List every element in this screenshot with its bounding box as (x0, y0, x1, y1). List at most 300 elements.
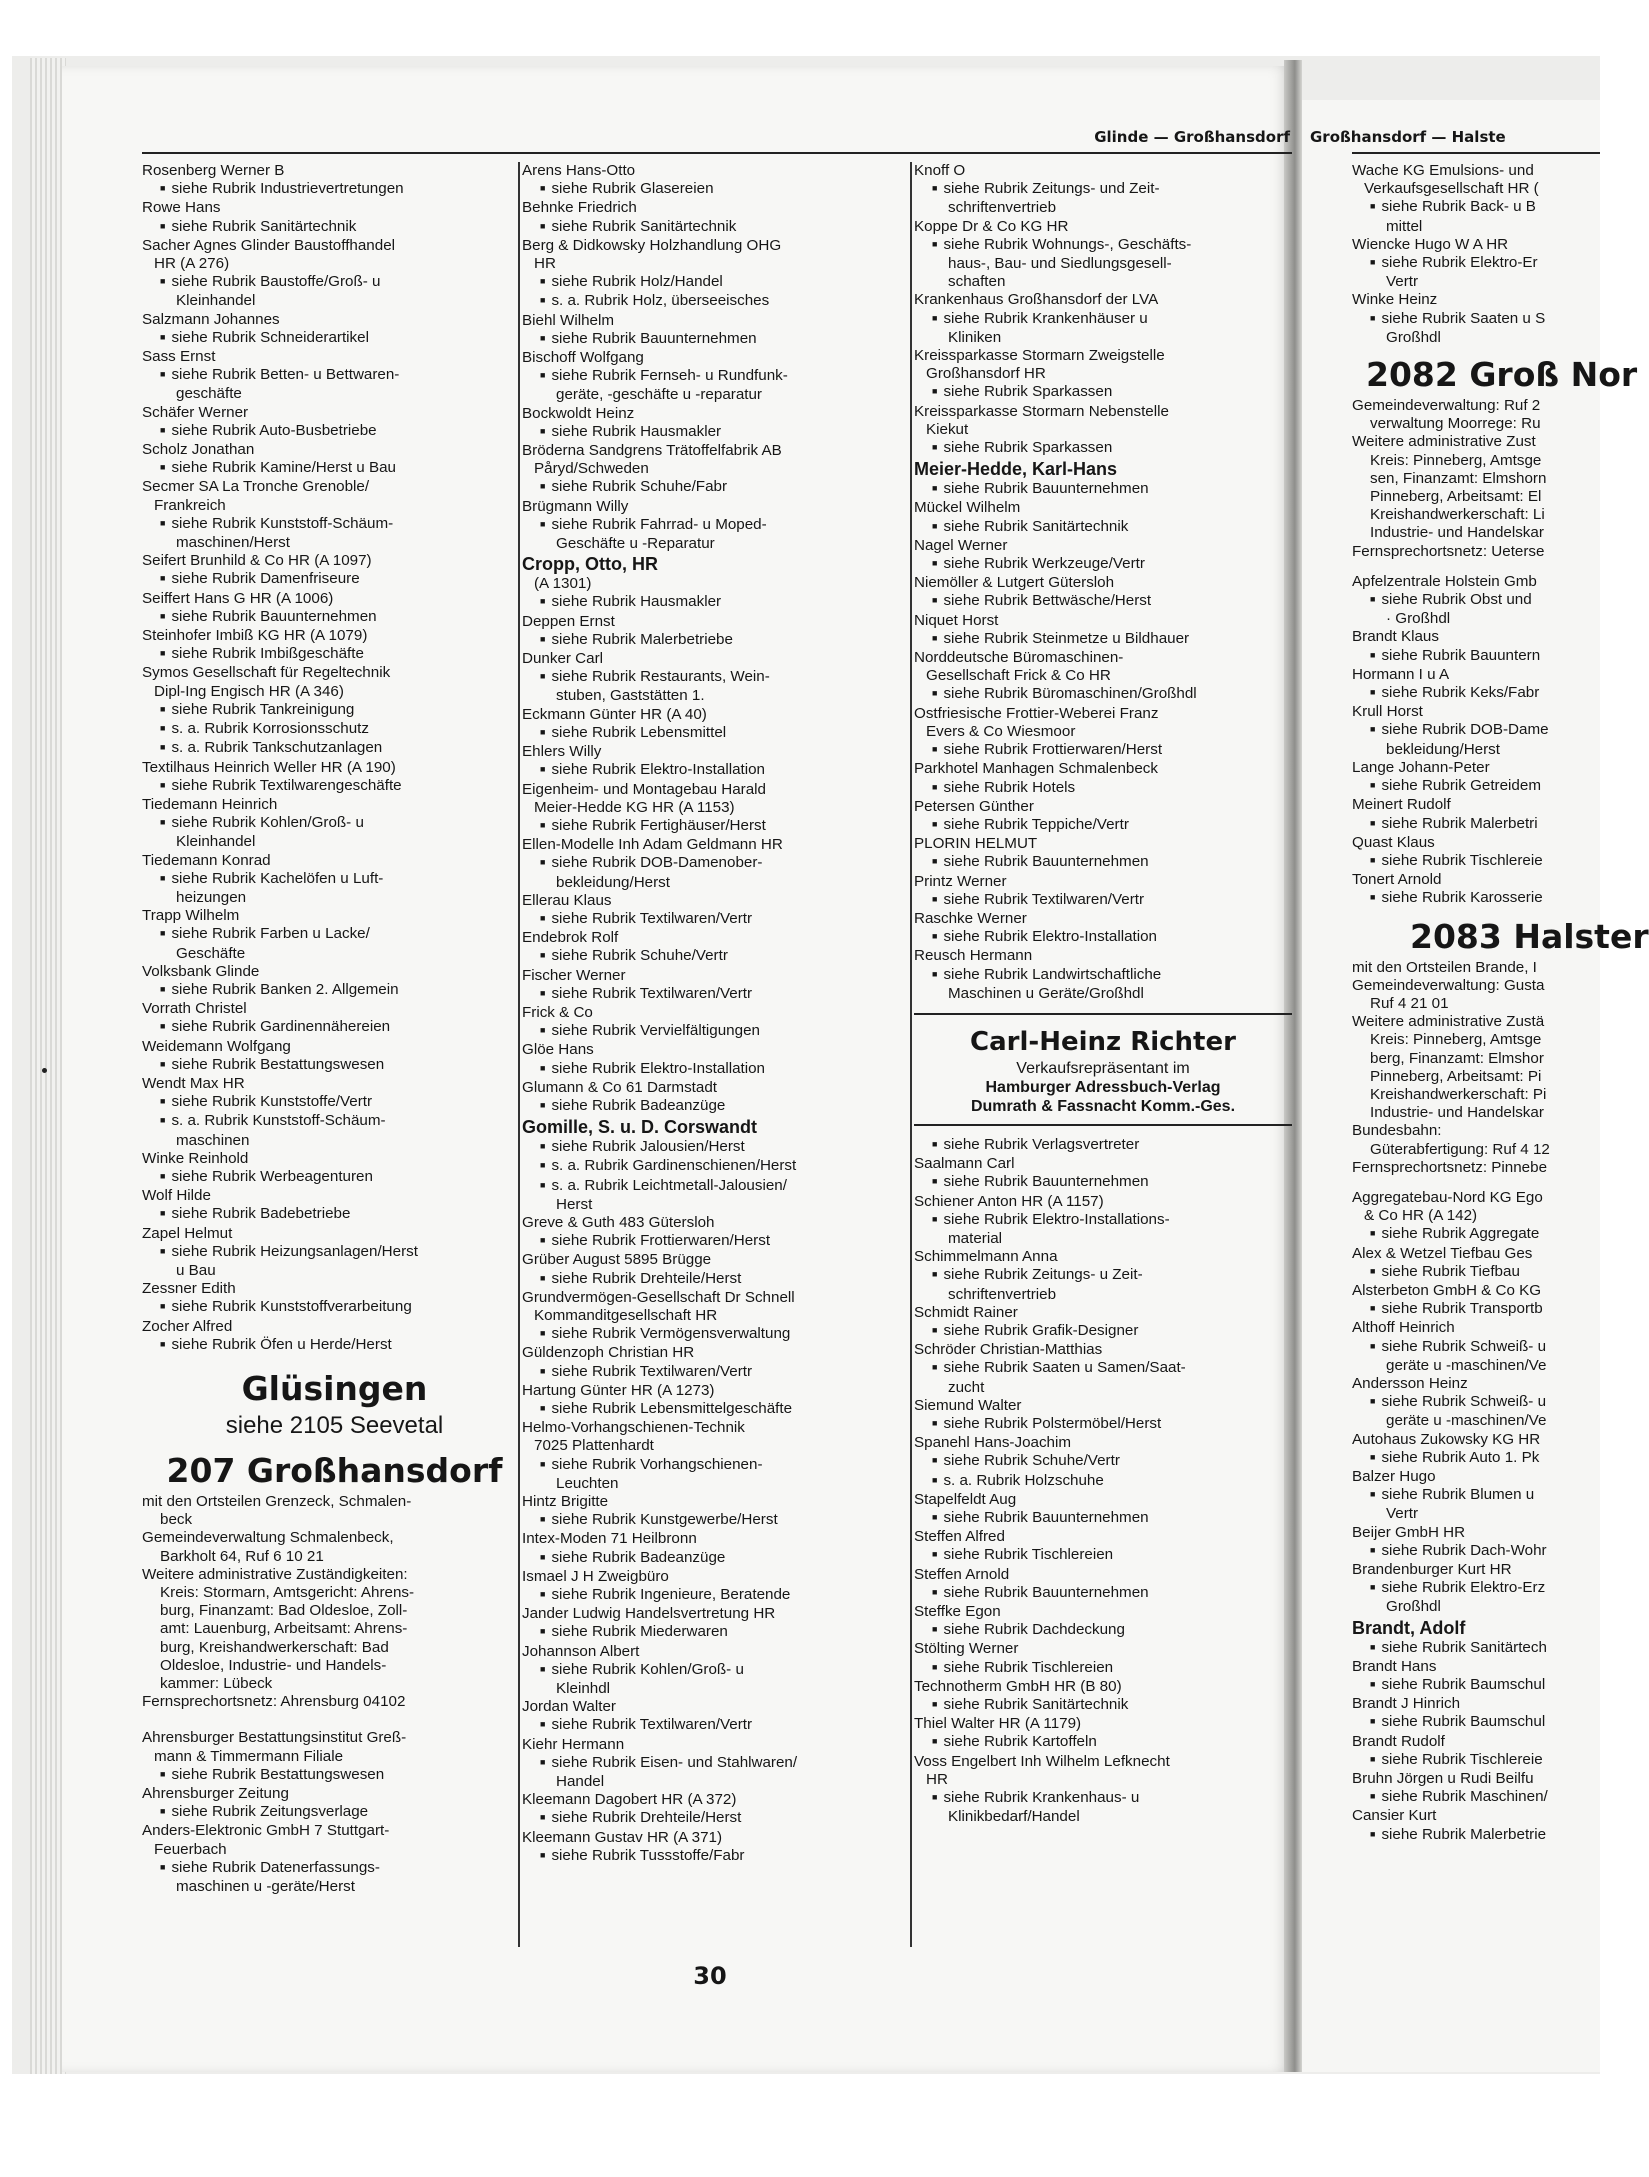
rubric-reference: ■ siehe Rubrik Imbißgeschäfte (142, 645, 527, 664)
directory-entry (522, 967, 914, 1004)
admin-text-line: amt: Lauenburg, Arbeitsamt: Ahrens- (160, 1620, 408, 1638)
rubric-reference: ■ siehe Rubrik Keks/Fabr (1352, 684, 1600, 703)
directory-entry (522, 1698, 914, 1735)
rubric-reference: ■ siehe Rubrik Kohlen/Groß- u (142, 814, 527, 833)
admin-text-line: Fernsprechortsnetz: Pinnebe (1352, 1158, 1548, 1176)
rubric-reference: ■ siehe Rubrik Malerbetrie (1352, 1826, 1600, 1845)
admin-text-line: burg, Finanzamt: Bad Oldesloe, Zoll- (160, 1602, 408, 1620)
rubric-reference: ■ siehe Rubrik Sparkassen (914, 439, 1292, 458)
entry-name: Ellen-Modelle Inh Adam Geldmann HR (522, 836, 783, 854)
entry-name: Saalmann Carl (914, 1155, 1015, 1173)
rubric-reference: ■ siehe Rubrik Elektro-Er (1352, 254, 1600, 273)
directory-entry (1352, 796, 1600, 833)
entry-name-bold: Gomille, S. u. D. Corswandt (522, 1117, 758, 1138)
directory-entry (914, 1566, 1292, 1603)
entry-name: Tiedemann Heinrich (142, 795, 278, 813)
rubric-reference: ■ siehe Rubrik Badeanzüge (522, 1097, 914, 1116)
directory-entry (142, 759, 527, 796)
entry-name: Grüber August 5895 Brügge (522, 1251, 712, 1269)
entry-name: Grundvermögen-Gesellschaft Dr Schnell (522, 1288, 795, 1306)
rubric-reference: ■ siehe Rubrik Transportb (1352, 1300, 1600, 1319)
entry-name: Bischoff Wolfgang (522, 349, 644, 367)
entry-name: Tonert Arnold (1352, 871, 1442, 889)
rubric-reference-continued: Maschinen u Geräte/Großhdl (948, 984, 1144, 1002)
entry-name: Brandt J Hinrich (1352, 1695, 1461, 1713)
rubric-reference: ■ siehe Rubrik Bestattungswesen (142, 1056, 527, 1075)
directory-entry (142, 664, 527, 758)
rubric-reference: ■ siehe Rubrik Grafik-Designer (914, 1322, 1292, 1341)
rubric-reference: ■ siehe Rubrik Kunstgewerbe/Herst (522, 1511, 914, 1530)
directory-entry (1352, 1282, 1600, 1319)
admin-text-line: Pinneberg, Arbeitsamt: Pi (1370, 1067, 1542, 1085)
admin-text-line: Weitere administrative Zuständigkeiten: (142, 1565, 408, 1583)
admin-text-line: Gemeindeverwaltung Schmalenbeck, (142, 1529, 394, 1547)
rubric-reference-continued: zucht (948, 1378, 985, 1396)
rubric-reference: ■ siehe Rubrik Back- u B (1352, 198, 1600, 217)
rubric-reference: ■ siehe Rubrik Werbeagenturen (142, 1168, 527, 1187)
admin-text-line: burg, Kreishandwerkerschaft: Bad (160, 1638, 389, 1656)
entry-name-continued: Feuerbach (154, 1840, 227, 1858)
entry-name: Alex & Wetzel Tiefbau Ges (1352, 1244, 1533, 1262)
rubric-reference: ■ siehe Rubrik Hausmakler (522, 423, 914, 442)
rubric-reference: ■ siehe Rubrik Schweiß- u (1352, 1393, 1600, 1412)
directory-entry (142, 1187, 527, 1224)
directory-entry (1352, 1524, 1600, 1561)
rubric-reference: ■ siehe Rubrik Tiefbau (1352, 1263, 1600, 1282)
rubric-reference: ■ siehe Rubrik Drehteile/Herst (522, 1270, 914, 1289)
directory-entry (142, 162, 527, 199)
admin-text-line: kammer: Lübeck (160, 1675, 273, 1693)
directory-entry (914, 1341, 1292, 1397)
directory-entry (522, 442, 914, 498)
rubric-reference: ■ siehe Rubrik Drehteile/Herst (522, 1809, 914, 1828)
directory-entry (522, 553, 914, 612)
rubric-reference: ■ siehe Rubrik Kunststoffverarbeitung (142, 1298, 527, 1317)
rubric-reference-continued: heizungen (176, 888, 247, 906)
directory-entry (522, 312, 914, 349)
directory-entry (914, 537, 1292, 574)
admin-text-line: Kreis: Pinneberg, Amtsge (1370, 451, 1542, 469)
rubric-reference-continued: Großhdl (1386, 328, 1441, 346)
entry-name: Glumann & Co 61 Darmstadt (522, 1078, 717, 1096)
rubric-reference: ■ siehe Rubrik Restaurants, Wein- (522, 668, 914, 687)
entry-name: Technotherm GmbH HR (B 80) (914, 1677, 1122, 1695)
advertiser-publisher: Hamburger Adressbuch-Verlag (985, 1078, 1221, 1096)
rubric-reference: ■ siehe Rubrik Elektro-Installation (522, 761, 914, 780)
entry-name: Biehl Wilhelm (522, 311, 614, 329)
directory-entry (1352, 1617, 1600, 1658)
entry-name: Kleemann Gustav HR (A 371) (522, 1828, 723, 1846)
entry-name: Eckmann Günter HR (A 40) (522, 705, 707, 723)
entry-name: Norddeutsche Büromaschinen- (914, 649, 1124, 667)
running-header-left: Glinde — Großhansdorf (1094, 128, 1290, 146)
entry-name: Dunker Carl (522, 650, 604, 668)
directory-entry (914, 1528, 1292, 1565)
entry-name: Berg & Didkowsky Holzhandlung OHG (522, 236, 782, 254)
entry-name: Nagel Werner (914, 536, 1008, 554)
rubric-reference: ■ siehe Rubrik Bauunternehmen (914, 1173, 1292, 1192)
entry-name: Fischer Werner (522, 966, 626, 984)
column-3 (914, 162, 1292, 1826)
rubric-reference-continued: Kliniken (948, 328, 1002, 346)
entry-name: Helmo-Vorhangschienen-Technik (522, 1419, 745, 1437)
column-1 (142, 162, 527, 1896)
admin-text-line: beck (160, 1511, 193, 1529)
directory-entry (142, 1729, 527, 1785)
entry-name: Steinhofer Imbiß KG HR (A 1079) (142, 627, 368, 645)
directory-entry (914, 1155, 1292, 1192)
admin-text-line: Güterabfertigung: Ruf 4 12 (1370, 1140, 1550, 1158)
admin-text-line: Weitere administrative Zust (1352, 433, 1536, 451)
directory-entry (522, 1004, 914, 1041)
directory-entry (1352, 628, 1600, 665)
rubric-reference: ■ siehe Rubrik Sanitärtechnik (522, 218, 914, 237)
rubric-reference: ■ siehe Rubrik Fertighäuser/Herst (522, 817, 914, 836)
rubric-reference: ■ siehe Rubrik Sanitärtechnik (914, 518, 1292, 537)
directory-entry (1352, 573, 1600, 629)
directory-entry (1352, 1468, 1600, 1524)
directory-entry (522, 743, 914, 780)
rubric-reference: ■ siehe Rubrik Kunststoffe/Vertr (142, 1093, 527, 1112)
rubric-reference: ■ siehe Rubrik Eisen- und Stahlwaren/ (522, 1754, 914, 1773)
rubric-reference: ■ siehe Rubrik Polstermöbel/Herst (914, 1415, 1292, 1434)
rubric-reference: ■ siehe Rubrik Hausmakler (522, 593, 914, 612)
entry-name: Endebrok Rolf (522, 929, 619, 947)
rubric-reference: ■ siehe Rubrik Wohnungs-, Geschäfts- (914, 236, 1292, 255)
entry-name: Wolf Hilde (142, 1187, 211, 1205)
directory-entry (142, 963, 527, 1000)
entry-name: Ahrensburger Zeitung (142, 1785, 289, 1803)
rubric-reference: ■ siehe Rubrik Bestattungswesen (142, 1766, 527, 1785)
rubric-reference-continued: Großhdl (1386, 1598, 1441, 1616)
rubric-reference: ■ siehe Rubrik Sanitärtech (1352, 1639, 1600, 1658)
entry-name: Tiedemann Konrad (142, 851, 271, 869)
entry-name: Glöe Hans (522, 1041, 594, 1059)
rubric-reference-continued: mittel (1386, 217, 1423, 235)
rubric-reference: ■ siehe Rubrik Karosserie (1352, 889, 1600, 908)
entry-name: Beijer GmbH HR (1352, 1523, 1466, 1541)
rubric-reference-continued: schriftenvertrieb (948, 1285, 1057, 1303)
rubric-reference: ■ siehe Rubrik Auto 1. Pk (1352, 1449, 1600, 1468)
rubric-reference-continued: material (948, 1229, 1003, 1247)
rubric-reference: ■ siehe Rubrik Heizungsanlagen/Herst (142, 1243, 527, 1262)
entry-name: Schröder Christian-Matthias (914, 1341, 1103, 1359)
rubric-reference: ■ siehe Rubrik Krankenhäuser u (914, 310, 1292, 329)
entry-name: Brandt Rudolf (1352, 1732, 1445, 1750)
rubric-reference: ■ siehe Rubrik Frottierwaren/Herst (914, 741, 1292, 760)
section-title-halstenbek: 2083 Halster (1410, 916, 1649, 956)
rubric-reference-continued: Geschäfte (176, 944, 246, 962)
directory-entry (914, 499, 1292, 536)
directory-entry (914, 403, 1292, 459)
entry-name: Kreissparkasse Stormarn Nebenstelle (914, 402, 1169, 420)
rubric-reference-continued: geräte u -maschinen/Ve (1386, 1356, 1547, 1374)
rubric-reference: ■ siehe Rubrik Maschinen/ (1352, 1788, 1600, 1807)
directory-entry (142, 907, 527, 963)
admin-text-line: mit den Ortsteilen Grenzeck, Schmalen- (142, 1493, 412, 1510)
rubric-reference: ■ siehe Rubrik Jalousien/Herst (522, 1138, 914, 1157)
directory-entry (142, 441, 527, 478)
entry-name: Schmidt Rainer (914, 1303, 1018, 1321)
directory-entry (1352, 1807, 1600, 1844)
directory-entry (142, 1000, 527, 1037)
rubric-reference: ■ siehe Rubrik Hotels (914, 779, 1292, 798)
rubric-reference: ■ siehe Rubrik Gardinennähereien (142, 1018, 527, 1037)
rubric-reference: ■ siehe Rubrik Schneiderartikel (142, 329, 527, 348)
running-header-right: Großhansdorf — Halste (1310, 128, 1506, 146)
entry-name: Quast Klaus (1352, 833, 1435, 851)
entry-name-bold: Cropp, Otto, HR (522, 554, 658, 575)
rubric-reference: ■ siehe Rubrik Elektro-Erz (1352, 1579, 1600, 1598)
rubric-reference: ■ siehe Rubrik Büromaschinen/Großhdl (914, 685, 1292, 704)
entry-name: Stölting Werner (914, 1640, 1019, 1658)
directory-entry (522, 613, 914, 650)
entry-name-continued: Kommanditgesellschaft HR (534, 1306, 718, 1324)
directory-entry (914, 1640, 1292, 1677)
entry-name-continued: mann & Timmermann Filiale (154, 1747, 344, 1765)
admin-block (1352, 959, 1600, 1177)
entry-name: Kleemann Dagobert HR (A 372) (522, 1791, 737, 1809)
rubric-reference: ■ siehe Rubrik Kunststoff-Schäum- (142, 515, 527, 534)
admin-text-line: Gemeindeverwaltung: Gusta (1352, 976, 1545, 994)
entry-name: Printz Werner (914, 872, 1007, 890)
entry-name: Mückel Wilhelm (914, 499, 1021, 517)
directory-entry (142, 552, 527, 589)
entry-name-continued: Großhansdorf HR (926, 365, 1046, 383)
rubric-reference: ■ siehe Rubrik Textilwaren/Vertr (522, 1363, 914, 1382)
directory-entry (1352, 1658, 1600, 1695)
entry-name: Scholz Jonathan (142, 441, 255, 459)
admin-text-line: berg, Finanzamt: Elmshor (1370, 1049, 1544, 1067)
entry-name: Althoff Heinrich (1352, 1319, 1455, 1337)
directory-entry (522, 1079, 914, 1116)
rubric-reference: ■ siehe Rubrik Bauuntern (1352, 647, 1600, 666)
directory-entry (142, 852, 527, 908)
entry-name-continued: Kiekut (926, 420, 969, 438)
rubric-reference: ■ siehe Rubrik Bauunternehmen (914, 1584, 1292, 1603)
entry-name: Krull Horst (1352, 703, 1423, 721)
admin-text-line: mit den Ortsteilen Brande, I (1352, 958, 1537, 976)
rubric-reference: ■ s. a. Rubrik Tankschutzanlagen (142, 739, 527, 758)
column-4 (1352, 162, 1649, 1845)
rubric-reference: ■ siehe Rubrik Textilwarengeschäfte (142, 777, 527, 796)
directory-entry (142, 1785, 527, 1822)
directory-entry (1352, 1319, 1600, 1375)
rubric-reference: ■ s. a. Rubrik Kunststoff-Schäum- (142, 1112, 527, 1131)
rubric-reference: ■ siehe Rubrik Getreidem (1352, 777, 1600, 796)
rubric-reference-continued: bekleidung/Herst (556, 873, 670, 891)
rubric-reference: ■ siehe Rubrik Bauunternehmen (914, 1509, 1292, 1528)
admin-text-line: Pinneberg, Arbeitsamt: El (1370, 488, 1542, 506)
rubric-reference: ■ siehe Rubrik Vorhangschienen- (522, 1456, 914, 1475)
directory-entry (1352, 236, 1600, 292)
entry-name: Wendt Max HR (142, 1074, 245, 1092)
advertisement-box (914, 1013, 1292, 1126)
rubric-reference: ■ siehe Rubrik Zeitungs- und Zeit- (914, 180, 1292, 199)
rubric-reference: ■ siehe Rubrik Datenerfassungs- (142, 1859, 527, 1878)
rubric-reference: ■ siehe Rubrik Kohlen/Groß- u (522, 1661, 914, 1680)
entry-name: Krankenhaus Großhansdorf der LVA (914, 291, 1159, 309)
entry-name: Parkhotel Manhagen Schmalenbeck (914, 760, 1158, 778)
entry-name: Sass Ernst (142, 348, 216, 366)
entry-name: Voss Engelbert Inh Wilhelm Lefknecht (914, 1752, 1170, 1770)
directory-entry (1352, 291, 1600, 347)
entry-name: Schäfer Werner (142, 403, 249, 421)
admin-text-line: Bundesbahn: (1352, 1122, 1442, 1140)
directory-entry (522, 237, 914, 312)
rubric-reference: ■ siehe Rubrik Textilwaren/Vertr (522, 1716, 914, 1735)
rubric-reference: ■ siehe Rubrik Kamine/Herst u Bau (142, 459, 527, 478)
entry-name: Deppen Ernst (522, 612, 615, 630)
entry-name: Brügmann Willy (522, 497, 629, 515)
entry-name-continued: 7025 Plattenhardt (534, 1437, 654, 1455)
directory-entry (522, 1382, 914, 1419)
entry-name: Steffen Arnold (914, 1565, 1010, 1583)
entry-name: Jordan Walter (522, 1698, 616, 1716)
rubric-reference: ■ siehe Rubrik Elektro-Installation (914, 928, 1292, 947)
entry-name: Ellerau Klaus (522, 891, 612, 909)
directory-entry (142, 311, 527, 348)
advertiser-company: Dumrath & Fassnacht Komm.-Ges. (970, 1097, 1236, 1115)
advertiser-title: Verkaufsrepräsentant im (1016, 1059, 1190, 1077)
rubric-reference: ■ siehe Rubrik Kartoffeln (914, 1733, 1292, 1752)
directory-entry (142, 1225, 527, 1281)
rubric-reference: ■ siehe Rubrik Lebensmittelgeschäfte (522, 1400, 914, 1419)
entry-name-continued: Verkaufsgesellschaft HR ( (1364, 180, 1539, 198)
directory-entry (142, 1038, 527, 1075)
rubric-reference: ■ siehe Rubrik Auto-Busbetriebe (142, 422, 527, 441)
entry-name: Anders-Elektronic GmbH 7 Stuttgart- (142, 1822, 390, 1840)
entry-name: Volksbank Glinde (142, 962, 260, 980)
rubric-reference: ■ siehe Rubrik Krankenhaus- u (914, 1789, 1292, 1808)
entry-name: Hintz Brigitte (522, 1493, 609, 1511)
advertiser-name: Carl-Heinz Richter (970, 1026, 1236, 1057)
rubric-reference: ■ siehe Rubrik Elektro-Installations- (914, 1211, 1292, 1230)
entry-name: Zessner Edith (142, 1280, 236, 1298)
directory-entry (142, 590, 527, 627)
rubric-reference: ■ siehe Rubrik Obst und (1352, 591, 1600, 610)
entries-glinde (142, 162, 527, 1355)
entry-name: Frick & Co (522, 1003, 593, 1021)
rubric-reference-continued: maschinen/Herst (176, 534, 290, 552)
admin-text-line: Fernsprechortsnetz: Ahrensburg 04102 (142, 1693, 406, 1711)
directory-entry (522, 929, 914, 966)
directory-entry (522, 1791, 914, 1828)
entry-name: Bröderna Sandgrens Trätoffelfabrik AB (522, 442, 782, 460)
directory-entry (142, 1280, 527, 1317)
entry-name: Hormann I u A (1352, 665, 1450, 683)
rubric-reference: ■ siehe Rubrik Tischlereie (1352, 1751, 1600, 1770)
entry-name-continued: Gesellschaft Frick & Co HR (926, 667, 1111, 685)
directory-entry (914, 218, 1292, 292)
directory-entry (914, 947, 1292, 1003)
directory-entry (914, 612, 1292, 649)
rubric-reference: ■ siehe Rubrik Frottierwaren/Herst (522, 1232, 914, 1251)
rubric-reference: ■ siehe Rubrik Textilwaren/Vertr (522, 910, 914, 929)
directory-entry (522, 892, 914, 929)
column-2 (522, 162, 914, 1866)
rubric-reference: ■ siehe Rubrik Schuhe/Fabr (522, 478, 914, 497)
rubric-reference: ■ siehe Rubrik Teppiche/Vertr (914, 816, 1292, 835)
rubric-reference-continued: Klinikbedarf/Handel (948, 1808, 1080, 1826)
entry-name: Bruhn Jörgen u Rudi Beilfu (1352, 1770, 1534, 1788)
entry-name: Greve & Guth 483 Gütersloh (522, 1213, 715, 1231)
entry-name: Wache KG Emulsions- und (1352, 162, 1534, 179)
rubric-reference: ■ siehe Rubrik Fernseh- u Rundfunk- (522, 367, 914, 386)
rubric-reference: ■ siehe Rubrik Baumschul (1352, 1713, 1600, 1732)
entries-grosshansdorf-e (1352, 162, 1600, 347)
entry-name: Aggregatebau-Nord KG Ego (1352, 1188, 1543, 1206)
admin-block (1352, 397, 1600, 561)
entry-name: Cansier Kurt (1352, 1807, 1437, 1825)
entry-name: Behnke Friedrich (522, 199, 637, 217)
rubric-reference: ■ siehe Rubrik DOB-Dame (1352, 721, 1600, 740)
rubric-reference-continued: maschinen u -geräte/Herst (176, 1878, 355, 1896)
entry-name: Rowe Hans (142, 199, 221, 217)
entry-name: Spanehl Hans-Joachim (914, 1434, 1072, 1452)
directory-entry (522, 405, 914, 442)
directory-entry (914, 1715, 1292, 1752)
rubric-reference: ■ siehe Rubrik Tischlereie (1352, 852, 1600, 871)
rubric-reference: ■ siehe Rubrik Aggregate (1352, 1225, 1600, 1244)
entry-name-continued: Meier-Hedde KG HR (A 1153) (534, 798, 735, 816)
entry-name: Petersen Günther (914, 797, 1034, 815)
rubric-reference: ■ siehe Rubrik Werkzeuge/Vertr (914, 555, 1292, 574)
directory-entry (522, 162, 914, 199)
entry-name: Andersson Heinz (1352, 1374, 1468, 1392)
entry-name: Güldenzoph Christian HR (522, 1344, 695, 1362)
rubric-reference: ■ siehe Rubrik Bauunternehmen (142, 608, 527, 627)
rubric-reference: ■ siehe Rubrik Bettwäsche/Herst (914, 592, 1292, 611)
rubric-reference-continued: geräte, -geschäfte u -reparatur (556, 386, 762, 404)
entry-name: Niemöller & Lutgert Gütersloh (914, 574, 1115, 592)
rubric-reference-continued: u Bau (176, 1261, 216, 1279)
entry-name-continued: (A 1301) (534, 575, 592, 593)
entry-name: Vorrath Christel (142, 1000, 247, 1018)
entries-grosshansdorf-d (914, 1136, 1292, 1827)
entry-name-continued: HR (A 276) (154, 255, 230, 273)
rubric-reference: ■ siehe Rubrik Elektro-Installation (522, 1060, 914, 1079)
directory-entry (914, 1248, 1292, 1304)
directory-entry (522, 349, 914, 405)
directory-entry (522, 1289, 914, 1345)
directory-entry (914, 574, 1292, 611)
entry-name: Winke Heinz (1352, 291, 1438, 309)
entry-name: Thiel Walter HR (A 1179) (914, 1715, 1082, 1733)
directory-entry (914, 1304, 1292, 1341)
rubric-reference: ■ siehe Rubrik Saaten u S (1352, 310, 1600, 329)
directory-entry (1352, 666, 1600, 703)
entry-name: Winke Reinhold (142, 1149, 249, 1167)
entry-name: Raschke Werner (914, 909, 1027, 927)
directory-entry (142, 1318, 527, 1355)
entry-name: Kreissparkasse Stormarn Zweigstelle (914, 347, 1165, 365)
rubric-reference: ■ siehe Rubrik Blumen u (1352, 1486, 1600, 1505)
entry-name: Seiffert Hans G HR (A 1006) (142, 589, 334, 607)
rubric-reference: ■ siehe Rubrik Saaten u Samen/Saat- (914, 1359, 1292, 1378)
entry-name: Salzmann Johannes (142, 310, 280, 328)
rubric-reference: ■ siehe Rubrik Sanitärtechnik (914, 1696, 1292, 1715)
rubric-reference: ■ siehe Rubrik Banken 2. Allgemein (142, 981, 527, 1000)
directory-entry (914, 1193, 1292, 1249)
entry-name: Sacher Agnes Glinder Baustoffhandel (142, 236, 396, 254)
admin-text-line: sen, Finanzamt: Elmshorn (1370, 469, 1547, 487)
directory-entry (522, 706, 914, 743)
entry-name: Kiehr Hermann (522, 1735, 625, 1753)
admin-text-line: Kreishandwerkerschaft: Li (1370, 506, 1545, 524)
directory-entry (1352, 1245, 1600, 1282)
admin-text-line: Kreis: Stormarn, Amtsgericht: Ahrens- (160, 1584, 415, 1602)
